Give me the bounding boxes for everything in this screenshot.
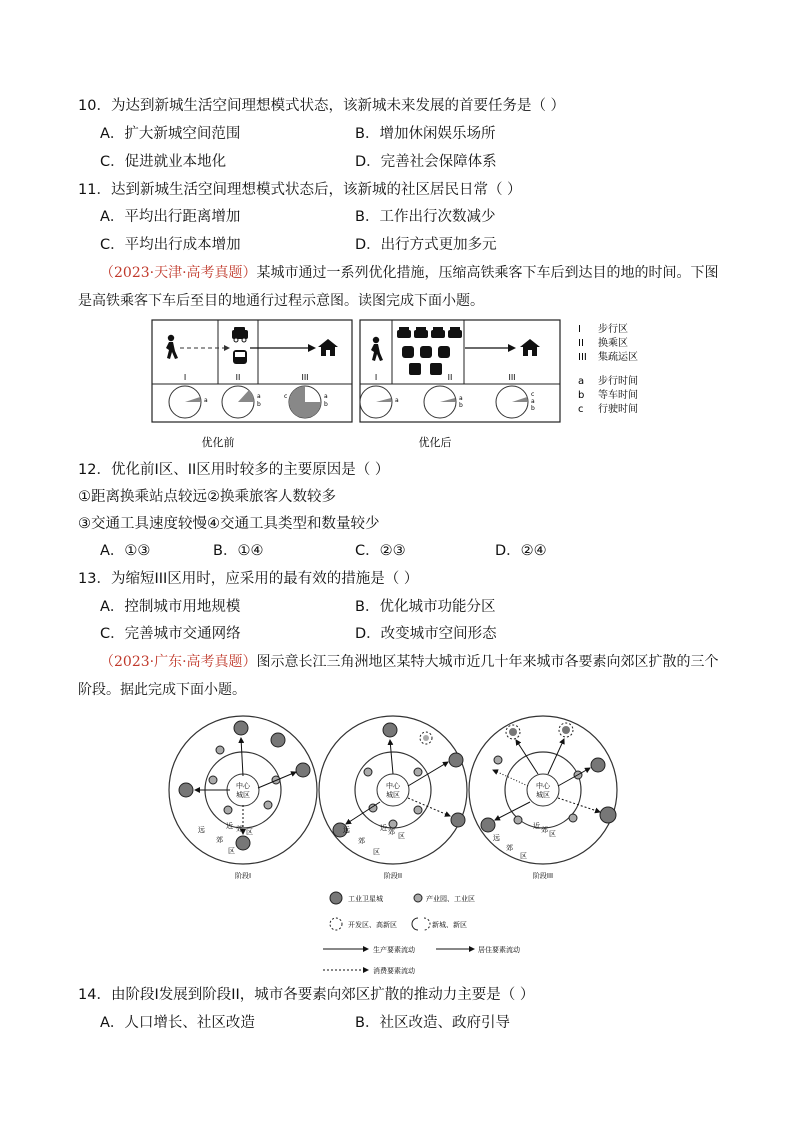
tianjin-source: （2023·天津·高考真题） (100, 265, 257, 281)
caption-after: 优化后 (418, 436, 452, 449)
svg-text:a: a (324, 393, 328, 400)
svg-text:区: 区 (549, 830, 556, 838)
svg-text:a: a (531, 398, 535, 405)
svg-text:b: b (531, 405, 535, 412)
pie-iii-before (284, 386, 328, 418)
q10-option-d: D．完善社会保障体系 (355, 154, 497, 170)
tianjin-intro-text1: 某城市通过一系列优化措施，压缩高铁乘客下车后到达目的地的时间。下图 (256, 265, 719, 281)
q14-option-a: A．人口增长、社区改造 (100, 1015, 255, 1031)
pie-i-before (169, 386, 208, 418)
svg-text:II: II (447, 373, 453, 382)
pie-iii-after (496, 386, 535, 418)
svg-text:远: 远 (493, 834, 500, 842)
svg-text:城区: 城区 (236, 791, 250, 799)
svg-text:远: 远 (198, 826, 205, 834)
figure-hsr-transfer (150, 318, 670, 454)
svg-text:中心: 中心 (536, 782, 550, 790)
bus-row-icons (402, 346, 450, 358)
svg-text:a: a (459, 395, 463, 402)
svg-text:行驶时间: 行驶时间 (598, 404, 638, 415)
q10-option-a: A．扩大新城空间范围 (100, 126, 241, 142)
q12-option-c: C．②③ (355, 543, 406, 559)
walker-icon (166, 335, 178, 359)
svg-text:I: I (578, 324, 581, 335)
svg-text:a: a (204, 397, 208, 404)
q12-statements-1: ①距离换乘站点较远②换乘旅客人数较多 (78, 489, 336, 505)
house-icon-after (520, 339, 540, 356)
svg-text:a: a (395, 397, 399, 404)
stage-ii-diagram (319, 716, 467, 880)
svg-text:区: 区 (373, 848, 380, 856)
q12-option-a: A．①③ (100, 543, 151, 559)
svg-text:中心: 中心 (236, 782, 250, 790)
svg-text:近: 近 (533, 822, 540, 830)
zone-label-ii-before: II (235, 373, 241, 382)
svg-text:步行区: 步行区 (598, 324, 628, 335)
svg-text:郊: 郊 (216, 836, 223, 844)
stage-iii-diagram (469, 716, 617, 880)
guangdong-intro-line2: 阶段。据此完成下面小题。 (78, 682, 246, 698)
svg-text:郊: 郊 (506, 844, 513, 852)
svg-text:III: III (578, 352, 587, 363)
fig2-legend (323, 892, 520, 975)
svg-text:换乘区: 换乘区 (598, 338, 628, 349)
svg-text:近: 近 (226, 822, 233, 830)
svg-text:集疏运区: 集疏运区 (598, 352, 638, 363)
q14-option-b: B．社区改造、政府引导 (355, 1015, 510, 1031)
q12-option-d: D．②④ (495, 543, 547, 559)
svg-text:I: I (374, 373, 378, 382)
zone-label-iii-before: III (301, 373, 309, 382)
q11-option-a: A．平均出行距离增加 (100, 209, 241, 225)
stage-i-diagram (169, 716, 317, 880)
svg-text:等车时间: 等车时间 (598, 390, 638, 401)
svg-text:近: 近 (380, 824, 387, 832)
svg-text:步行时间: 步行时间 (598, 376, 638, 387)
svg-text:b: b (578, 390, 585, 401)
q12-statements-2: ③交通工具速度较慢④交通工具类型和数量较少 (78, 516, 380, 532)
svg-text:居住要素流动: 居住要素流动 (478, 946, 520, 954)
svg-text:区: 区 (246, 828, 253, 836)
q10-option-c: C．促进就业本地化 (100, 154, 227, 170)
stage-ii-label: 阶段II (383, 872, 403, 880)
svg-text:c: c (284, 393, 288, 400)
svg-text:消费要素流动: 消费要素流动 (373, 967, 415, 975)
q10-option-b: B．增加休闲娱乐场所 (355, 126, 496, 142)
guangdong-intro-text1: 图示意长江三角洲地区某特大城市近几十年来城市各要素向郊区扩散的三个 (256, 654, 719, 670)
svg-text:区: 区 (520, 852, 527, 860)
svg-text:郊: 郊 (358, 837, 365, 845)
tianjin-intro-line1 (100, 263, 719, 283)
svg-text:b: b (324, 401, 328, 408)
q13-option-c: C．完善城市交通网络 (100, 626, 241, 642)
q12-option-b: B．①④ (213, 543, 264, 559)
q11-option-c: C．平均出行成本增加 (100, 237, 241, 253)
walker-icon-after (371, 337, 383, 361)
svg-text:郊: 郊 (388, 828, 395, 836)
q10-stem: 10．为达到新城生活空间理想模式状态，该新城未来发展的首要任务是（ ） (78, 98, 566, 114)
svg-text:开发区、高新区: 开发区、高新区 (348, 921, 397, 929)
svg-text:II: II (578, 338, 584, 349)
zone-label-i-before: I (183, 373, 187, 382)
svg-text:a: a (578, 376, 585, 387)
bus-icon (233, 350, 247, 364)
svg-text:III: III (508, 373, 516, 382)
svg-text:c: c (578, 404, 584, 415)
svg-text:工业卫星城: 工业卫星城 (348, 895, 383, 903)
stage-iii-label: 阶段III (532, 872, 554, 880)
tianjin-intro-line2: 是高铁乘客下车后至目的地通行过程示意图。读图完成下面小题。 (78, 293, 484, 309)
pie-i-after (360, 386, 399, 418)
q13-option-d: D．改变城市空间形态 (355, 626, 497, 642)
pie-ii-before (222, 386, 261, 418)
svg-text:b: b (459, 402, 463, 409)
q13-option-a: A．控制城市用地规模 (100, 599, 241, 615)
caption-before: 优化前 (201, 436, 235, 449)
svg-text:郊: 郊 (236, 825, 243, 833)
svg-text:城区: 城区 (536, 791, 550, 799)
q11-option-b: B．工作出行次数减少 (355, 209, 496, 225)
svg-text:郊: 郊 (541, 826, 548, 834)
svg-text:城区: 城区 (386, 791, 400, 799)
svg-text:远: 远 (343, 826, 350, 834)
guangdong-intro-line1 (100, 652, 719, 672)
svg-text:c: c (531, 391, 535, 398)
taxi-row-icons (397, 327, 462, 338)
figure-urban-diffusion-stages (168, 710, 618, 980)
pie-ii-after (424, 386, 463, 418)
q11-stem: 11．达到新城生活空间理想模式状态后，该新城的社区居民日常（ ） (78, 182, 522, 198)
guangdong-source: （2023·广东·高考真题） (100, 654, 257, 670)
svg-text:b: b (257, 401, 261, 408)
q11-option-d: D．出行方式更加多元 (355, 237, 497, 253)
q14-stem: 14．由阶段I发展到阶段II，城市各要素向郊区扩散的推动力主要是（ ） (78, 987, 535, 1003)
svg-text:生产要素流动: 生产要素流动 (373, 946, 415, 954)
stage-i-label: 阶段I (234, 872, 252, 880)
taxi-icon (232, 327, 248, 342)
svg-text:区: 区 (228, 847, 235, 855)
svg-text:区: 区 (398, 832, 405, 840)
q12-stem: 12．优化前I区、II区用时较多的主要原因是（ ） (78, 462, 390, 478)
svg-text:新城、新区: 新城、新区 (432, 921, 467, 929)
svg-text:中心: 中心 (386, 782, 400, 790)
svg-text:a: a (257, 393, 261, 400)
q13-stem: 13．为缩短III区用时，应采用的最有效的措施是（ ） (78, 571, 419, 587)
svg-text:产业园、工业区: 产业园、工业区 (426, 895, 475, 903)
metro-row-icons (409, 363, 442, 375)
fig1-legend (578, 322, 638, 415)
q13-option-b: B．优化城市功能分区 (355, 599, 496, 615)
house-icon-before (318, 339, 338, 356)
